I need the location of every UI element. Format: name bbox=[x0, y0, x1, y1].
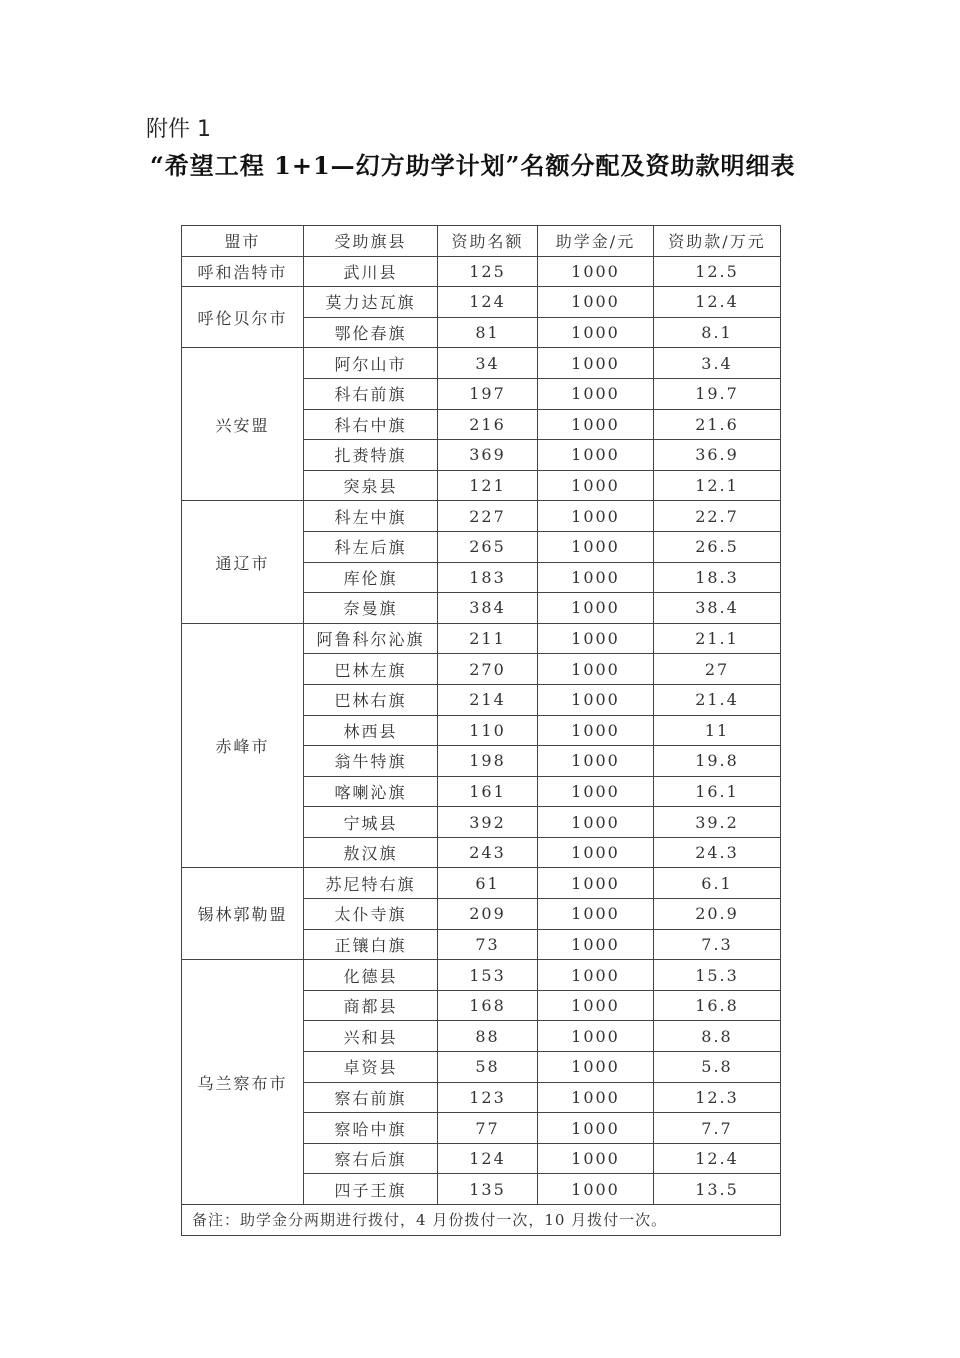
table-row bbox=[182, 868, 781, 899]
quota-cell: 125 bbox=[438, 256, 538, 287]
funding-cell: 8.1 bbox=[654, 317, 781, 348]
funding-cell: 12.4 bbox=[654, 1143, 781, 1174]
city-cell: 赤峰市 bbox=[182, 623, 304, 868]
funding-cell: 12.4 bbox=[654, 287, 781, 318]
quota-cell: 135 bbox=[438, 1174, 538, 1205]
county-cell: 喀喇沁旗 bbox=[304, 776, 438, 807]
grant-cell: 1000 bbox=[538, 837, 654, 868]
quota-cell: 121 bbox=[438, 470, 538, 501]
allocation-table bbox=[181, 225, 781, 1236]
grant-cell: 1000 bbox=[538, 1143, 654, 1174]
county-cell: 武川县 bbox=[304, 256, 438, 287]
funding-cell: 6.1 bbox=[654, 868, 781, 899]
county-cell: 察右后旗 bbox=[304, 1143, 438, 1174]
funding-cell: 13.5 bbox=[654, 1174, 781, 1205]
grant-cell: 1000 bbox=[538, 1082, 654, 1113]
funding-cell: 24.3 bbox=[654, 837, 781, 868]
table-row bbox=[182, 256, 781, 287]
quota-cell: 88 bbox=[438, 1021, 538, 1052]
funding-cell: 11 bbox=[654, 715, 781, 746]
quota-cell: 369 bbox=[438, 440, 538, 471]
quota-cell: 123 bbox=[438, 1082, 538, 1113]
quota-cell: 209 bbox=[438, 899, 538, 930]
funding-cell: 12.5 bbox=[654, 256, 781, 287]
funding-cell: 8.8 bbox=[654, 1021, 781, 1052]
county-cell: 察哈中旗 bbox=[304, 1113, 438, 1144]
county-cell: 莫力达瓦旗 bbox=[304, 287, 438, 318]
quota-cell: 61 bbox=[438, 868, 538, 899]
grant-cell: 1000 bbox=[538, 684, 654, 715]
county-cell: 巴林左旗 bbox=[304, 654, 438, 685]
header-grant: 助学金/元 bbox=[538, 226, 654, 257]
city-cell: 通辽市 bbox=[182, 501, 304, 623]
funding-cell: 26.5 bbox=[654, 531, 781, 562]
grant-cell: 1000 bbox=[538, 317, 654, 348]
grant-cell: 1000 bbox=[538, 440, 654, 471]
quota-cell: 124 bbox=[438, 287, 538, 318]
grant-cell: 1000 bbox=[538, 623, 654, 654]
grant-cell: 1000 bbox=[538, 654, 654, 685]
funding-cell: 5.8 bbox=[654, 1052, 781, 1083]
city-cell: 呼和浩特市 bbox=[182, 256, 304, 287]
county-cell: 苏尼特右旗 bbox=[304, 868, 438, 899]
funding-cell: 39.2 bbox=[654, 807, 781, 838]
funding-cell: 21.6 bbox=[654, 409, 781, 440]
quota-cell: 58 bbox=[438, 1052, 538, 1083]
quota-cell: 384 bbox=[438, 593, 538, 624]
funding-cell: 12.3 bbox=[654, 1082, 781, 1113]
funding-cell: 38.4 bbox=[654, 593, 781, 624]
grant-cell: 1000 bbox=[538, 1174, 654, 1205]
table-row bbox=[182, 623, 781, 654]
quota-cell: 124 bbox=[438, 1143, 538, 1174]
quota-cell: 34 bbox=[438, 348, 538, 379]
grant-cell: 1000 bbox=[538, 1113, 654, 1144]
quota-cell: 77 bbox=[438, 1113, 538, 1144]
table-header-row bbox=[182, 226, 781, 257]
header-quota: 资助名额 bbox=[438, 226, 538, 257]
table-row bbox=[182, 501, 781, 532]
grant-cell: 1000 bbox=[538, 287, 654, 318]
funding-cell: 15.3 bbox=[654, 960, 781, 991]
county-cell: 库伦旗 bbox=[304, 562, 438, 593]
quota-cell: 197 bbox=[438, 378, 538, 409]
county-cell: 科左中旗 bbox=[304, 501, 438, 532]
grant-cell: 1000 bbox=[538, 746, 654, 777]
county-cell: 奈曼旗 bbox=[304, 593, 438, 624]
quota-cell: 265 bbox=[438, 531, 538, 562]
city-cell: 呼伦贝尔市 bbox=[182, 287, 304, 348]
grant-cell: 1000 bbox=[538, 899, 654, 930]
funding-cell: 16.1 bbox=[654, 776, 781, 807]
grant-cell: 1000 bbox=[538, 378, 654, 409]
quota-cell: 243 bbox=[438, 837, 538, 868]
county-cell: 太仆寺旗 bbox=[304, 899, 438, 930]
county-cell: 商都县 bbox=[304, 990, 438, 1021]
grant-cell: 1000 bbox=[538, 960, 654, 991]
funding-cell: 7.7 bbox=[654, 1113, 781, 1144]
quota-cell: 153 bbox=[438, 960, 538, 991]
quota-cell: 183 bbox=[438, 562, 538, 593]
city-cell: 兴安盟 bbox=[182, 348, 304, 501]
funding-cell: 16.8 bbox=[654, 990, 781, 1021]
attachment-label: 附件 1 bbox=[146, 117, 211, 142]
grant-cell: 1000 bbox=[538, 1021, 654, 1052]
grant-cell: 1000 bbox=[538, 868, 654, 899]
funding-cell: 19.8 bbox=[654, 746, 781, 777]
county-cell: 阿鲁科尔沁旗 bbox=[304, 623, 438, 654]
grant-cell: 1000 bbox=[538, 1052, 654, 1083]
table-row bbox=[182, 960, 781, 991]
grant-cell: 1000 bbox=[538, 531, 654, 562]
county-cell: 卓资县 bbox=[304, 1052, 438, 1083]
county-cell: 宁城县 bbox=[304, 807, 438, 838]
quota-cell: 227 bbox=[438, 501, 538, 532]
grant-cell: 1000 bbox=[538, 715, 654, 746]
quota-cell: 161 bbox=[438, 776, 538, 807]
funding-cell: 27 bbox=[654, 654, 781, 685]
county-cell: 四子王旗 bbox=[304, 1174, 438, 1205]
county-cell: 化德县 bbox=[304, 960, 438, 991]
quota-cell: 270 bbox=[438, 654, 538, 685]
quota-cell: 110 bbox=[438, 715, 538, 746]
quota-cell: 216 bbox=[438, 409, 538, 440]
grant-cell: 1000 bbox=[538, 929, 654, 960]
funding-cell: 19.7 bbox=[654, 378, 781, 409]
quota-cell: 73 bbox=[438, 929, 538, 960]
funding-cell: 21.1 bbox=[654, 623, 781, 654]
table-row bbox=[182, 348, 781, 379]
funding-cell: 18.3 bbox=[654, 562, 781, 593]
quota-cell: 392 bbox=[438, 807, 538, 838]
county-cell: 科右中旗 bbox=[304, 409, 438, 440]
funding-cell: 36.9 bbox=[654, 440, 781, 471]
funding-cell: 20.9 bbox=[654, 899, 781, 930]
note-row bbox=[182, 1205, 781, 1236]
quota-cell: 214 bbox=[438, 684, 538, 715]
county-cell: 正镶白旗 bbox=[304, 929, 438, 960]
county-cell: 扎赉特旗 bbox=[304, 440, 438, 471]
county-cell: 兴和县 bbox=[304, 1021, 438, 1052]
county-cell: 突泉县 bbox=[304, 470, 438, 501]
funding-cell: 22.7 bbox=[654, 501, 781, 532]
grant-cell: 1000 bbox=[538, 562, 654, 593]
county-cell: 科左后旗 bbox=[304, 531, 438, 562]
county-cell: 翁牛特旗 bbox=[304, 746, 438, 777]
city-cell: 乌兰察布市 bbox=[182, 960, 304, 1205]
grant-cell: 1000 bbox=[538, 348, 654, 379]
funding-cell: 7.3 bbox=[654, 929, 781, 960]
city-cell: 锡林郭勒盟 bbox=[182, 868, 304, 960]
county-cell: 巴林右旗 bbox=[304, 684, 438, 715]
grant-cell: 1000 bbox=[538, 990, 654, 1021]
header-funding: 资助款/万元 bbox=[654, 226, 781, 257]
funding-cell: 3.4 bbox=[654, 348, 781, 379]
county-cell: 阿尔山市 bbox=[304, 348, 438, 379]
table-body bbox=[182, 256, 781, 1235]
county-cell: 敖汉旗 bbox=[304, 837, 438, 868]
quota-cell: 81 bbox=[438, 317, 538, 348]
county-cell: 林西县 bbox=[304, 715, 438, 746]
grant-cell: 1000 bbox=[538, 409, 654, 440]
table-row bbox=[182, 287, 781, 318]
grant-cell: 1000 bbox=[538, 593, 654, 624]
document-title: “希望工程 1+1—幻方助学计划”名额分配及资助款明细表 bbox=[150, 151, 796, 180]
quota-cell: 168 bbox=[438, 990, 538, 1021]
note-text: 备注：助学金分两期进行拨付，4 月份拨付一次，10 月拨付一次。 bbox=[182, 1205, 781, 1236]
grant-cell: 1000 bbox=[538, 501, 654, 532]
grant-cell: 1000 bbox=[538, 807, 654, 838]
quota-cell: 198 bbox=[438, 746, 538, 777]
header-city: 盟市 bbox=[182, 226, 304, 257]
grant-cell: 1000 bbox=[538, 470, 654, 501]
grant-cell: 1000 bbox=[538, 776, 654, 807]
header-county: 受助旗县 bbox=[304, 226, 438, 257]
quota-cell: 211 bbox=[438, 623, 538, 654]
grant-cell: 1000 bbox=[538, 256, 654, 287]
county-cell: 鄂伦春旗 bbox=[304, 317, 438, 348]
county-cell: 察右前旗 bbox=[304, 1082, 438, 1113]
funding-cell: 12.1 bbox=[654, 470, 781, 501]
funding-cell: 21.4 bbox=[654, 684, 781, 715]
county-cell: 科右前旗 bbox=[304, 378, 438, 409]
